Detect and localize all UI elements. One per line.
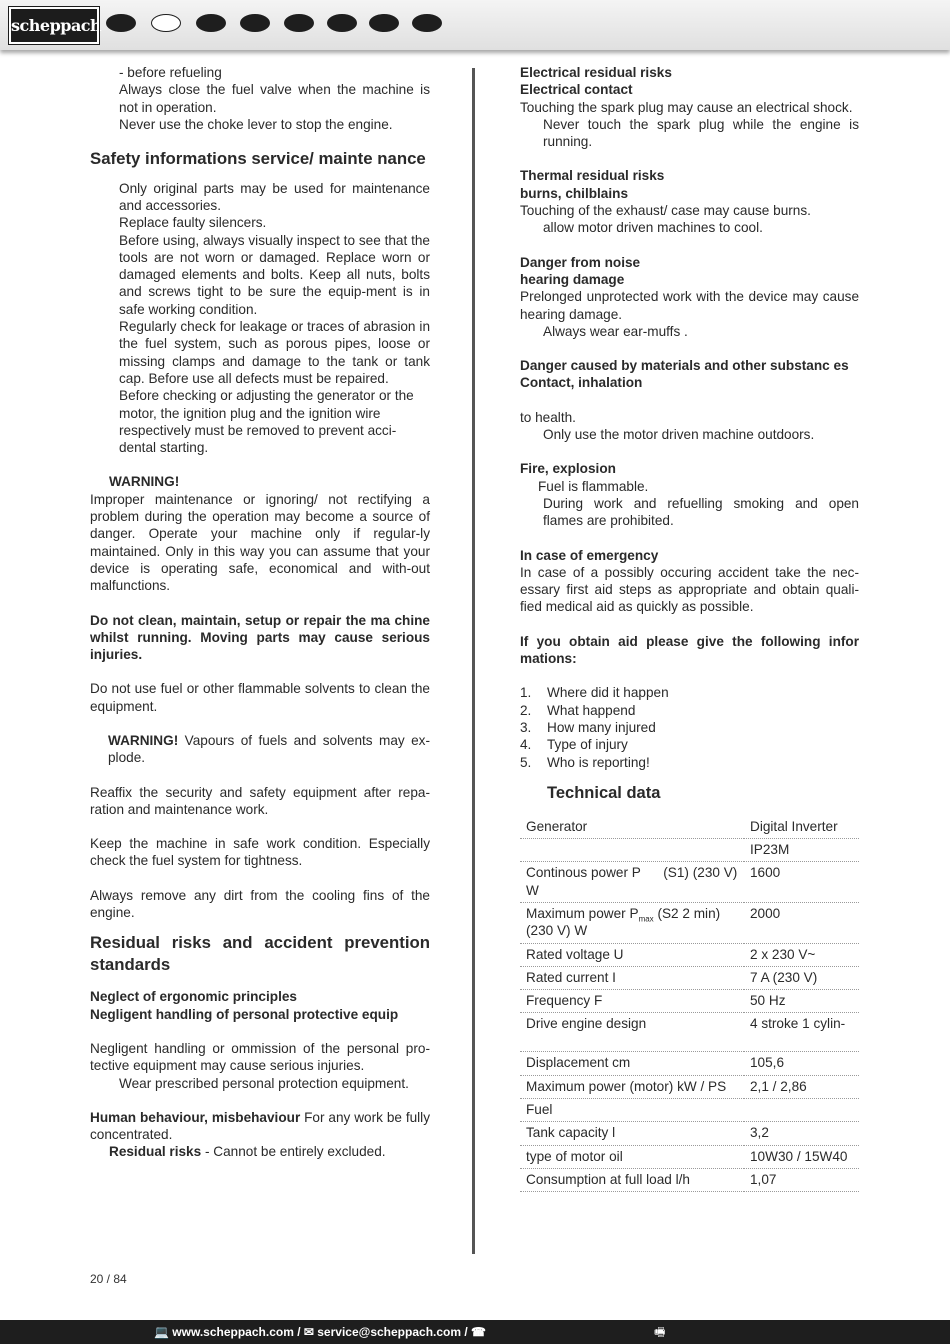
thermal-risks-heading: Thermal residual risks xyxy=(520,168,665,184)
report-list xyxy=(520,684,859,770)
residual-risks-para xyxy=(90,1143,430,1160)
warning-text-2: Vapours of fuels and solvents may ex-plode. xyxy=(108,733,430,766)
negligent-handling-text: Negligent handling or ommission of the personal pro-tective equipment may cause serious injuries. xyxy=(90,1040,430,1074)
scheppach-logo: scheppach xyxy=(9,7,99,44)
table-row: Consumption at full load l/h 1,07 xyxy=(520,1168,859,1191)
service-item-fuel-system: Regularly check for leakage or traces of abrasion in the fuel system, such as porous pipes, loose or missing clamps and damage to the tank or tank cap. Before use all defects must be repaired. xyxy=(119,319,430,386)
table-row: type of motor oil 10W30 / 15W40 xyxy=(520,1145,859,1168)
negligent-handling-heading: Negligent handling of personal protective equip xyxy=(90,1006,399,1022)
warning-vapours xyxy=(90,732,430,767)
materials-heading: Danger caused by materials and other substanc es xyxy=(520,358,849,374)
keep-safe-note: Keep the machine in safe work condition. Especially check the fuel system for tightness. xyxy=(90,836,430,869)
warning-label-1: WARNING! xyxy=(109,474,180,490)
smoking-note: During work and refuelling smoking and open flames are prohibited. xyxy=(543,495,859,529)
human-behaviour-label: Human behaviour, misbehaviour xyxy=(90,1109,301,1125)
right-column xyxy=(520,64,859,1192)
burns-heading: burns, chilblains xyxy=(520,185,629,201)
refuel-line: - before refueling xyxy=(119,65,222,80)
table-row: Rated voltage U 2 x 230 V~ xyxy=(520,943,859,966)
table-row: Fuel xyxy=(520,1099,859,1122)
table-row: Drive engine design 4 stroke 1 cylin- xyxy=(520,1013,859,1052)
warning-text-1: Improper maintenance or ignoring/ not rectifying a problem during the operation may become a source of danger. Operate your machine only if regular-ly maintained. Only in this way you can assume that your device is operating safe, economical and with-out malfunctions. xyxy=(90,491,430,594)
health-text: to health. xyxy=(520,409,576,425)
nav-dot-4[interactable] xyxy=(240,14,270,32)
nav-dot-7[interactable] xyxy=(369,14,399,32)
warning-label-2: WARNING! xyxy=(108,733,179,748)
table-row: Continous power P (S1) (230 V) W 1600 xyxy=(520,862,859,903)
table-row: Generator Digital Inverter xyxy=(520,816,859,839)
spark-plug-note: Never touch the spark plug while the engine is running. xyxy=(543,116,859,150)
residual-risks-label: Residual risks xyxy=(109,1144,202,1160)
list-item: 2. What happend xyxy=(520,702,636,718)
electrical-text: Touching the spark plug may cause an electrical shock. xyxy=(520,99,853,115)
list-item: 3. How many injured xyxy=(520,719,656,735)
human-behaviour-para xyxy=(90,1109,430,1144)
fuel-flammable-text: Fuel is flammable. xyxy=(538,478,649,494)
nav-dot-3[interactable] xyxy=(196,14,226,32)
cooling-fins-note: Always remove any dirt from the cooling fins of the engine. xyxy=(90,887,430,921)
solvents-note: Do not use fuel or other flammable solvents to clean the equipment. xyxy=(90,681,430,714)
column-divider xyxy=(472,68,475,1254)
noise-text: Prelonged unprotected work with the device may cause hearing damage. xyxy=(520,289,859,322)
nav-dot-8[interactable] xyxy=(412,14,442,32)
table-row: IP23M xyxy=(520,839,859,862)
wear-equipment-note: Wear prescribed personal protection equipment. xyxy=(119,1075,409,1091)
service-item-ignition: Before checking or adjusting the generator or the motor, the ignition plug and the ignition wire respectively must be removed to prevent acci-dental starting. xyxy=(119,388,414,456)
noise-heading: Danger from noise xyxy=(520,254,641,270)
reaffix-note: Reaffix the security and safety equipment after repa-ration and maintenance work. xyxy=(90,784,430,817)
emergency-text: In case of a possibly occuring accident take the nec-essary first aid steps as appropriate and obtain quali-fied medical aid as quickly as possible. xyxy=(520,564,859,615)
outdoors-note: Only use the motor driven machine outdoors. xyxy=(543,427,815,443)
fuel-valve-note: Always close the fuel valve when the machine is not in operation. xyxy=(119,82,430,115)
neglect-ergonomic-heading: Neglect of ergonomic principles xyxy=(90,989,297,1005)
list-item: 5. Who is reporting! xyxy=(520,754,650,770)
electrical-contact-heading: Electrical contact xyxy=(520,82,633,98)
list-item: 4. Type of injury xyxy=(520,737,628,753)
service-item-inspect: Before using, always visually inspect to see that the tools are not worn or damaged. Replace worn or damaged elements and bolts. Keep all nuts, bolts and screws tight to be sure the equip-ment is in safe working condition. xyxy=(119,232,430,317)
list-item: 1. Where did it happen xyxy=(520,685,669,701)
electrical-risks-heading: Electrical residual risks xyxy=(520,65,672,80)
residual-risks-text: - Cannot be entirely excluded. xyxy=(201,1144,386,1160)
technical-data-table xyxy=(520,816,859,1192)
human-behaviour-text: For any work be fully concentrated. xyxy=(90,1109,431,1143)
table-row: Maximum power (motor) kW / PS 2,1 / 2,86 xyxy=(520,1075,859,1098)
ear-muffs-note: Always wear ear-muffs . xyxy=(543,323,688,339)
cool-note: allow motor driven machines to cool. xyxy=(543,220,763,236)
table-row: Rated current I 7 A (230 V) xyxy=(520,966,859,989)
emergency-heading: In case of emergency xyxy=(520,547,659,563)
contact-inhalation-heading: Contact, inhalation xyxy=(520,375,643,391)
fax-icon: 🖷 xyxy=(654,1325,666,1339)
nav-dot-5[interactable] xyxy=(284,14,314,32)
do-not-clean-warning: Do not clean, maintain, setup or repair the ma chine whilst running. Moving parts may cause serious injuries. xyxy=(90,612,430,663)
table-row: Tank capacity l 3,2 xyxy=(520,1122,859,1145)
hearing-heading: hearing damage xyxy=(520,271,625,287)
choke-note: Never use the choke lever to stop the engine. xyxy=(119,116,393,132)
thermal-text: Touching of the exhaust/ case may cause burns. xyxy=(520,203,811,219)
nav-dot-1[interactable] xyxy=(106,14,136,32)
technical-data-heading: Technical data xyxy=(547,783,661,802)
table-row: Displacement cm 105,6 xyxy=(520,1052,859,1075)
residual-risks-heading: Residual risks and accident prevention standards xyxy=(90,933,430,974)
service-item-silencers: Replace faulty silencers. xyxy=(119,215,267,231)
nav-dot-2-current[interactable] xyxy=(151,14,181,32)
safety-service-heading: Safety informations service/ mainte nance xyxy=(90,149,426,169)
footer-contact-links[interactable]: 💻 www.scheppach.com / ✉ service@scheppach.com / ☎ xyxy=(154,1325,486,1339)
service-item-original-parts: Only original parts may be used for maintenance and accessories. xyxy=(119,180,430,213)
aid-info-heading: If you obtain aid please give the following infor mations: xyxy=(520,633,859,667)
page-number: 20 / 84 xyxy=(90,1272,127,1286)
left-column xyxy=(90,64,430,1161)
page-header xyxy=(0,0,950,50)
table-row: Maximum power $P_{max}$ (S2 2 min) (230 V) W 2000 xyxy=(520,902,859,943)
fire-heading: Fire, explosion xyxy=(520,461,616,477)
page-footer xyxy=(0,1320,950,1344)
nav-dot-6[interactable] xyxy=(327,14,357,32)
table-row: Frequency F 50 Hz xyxy=(520,990,859,1013)
